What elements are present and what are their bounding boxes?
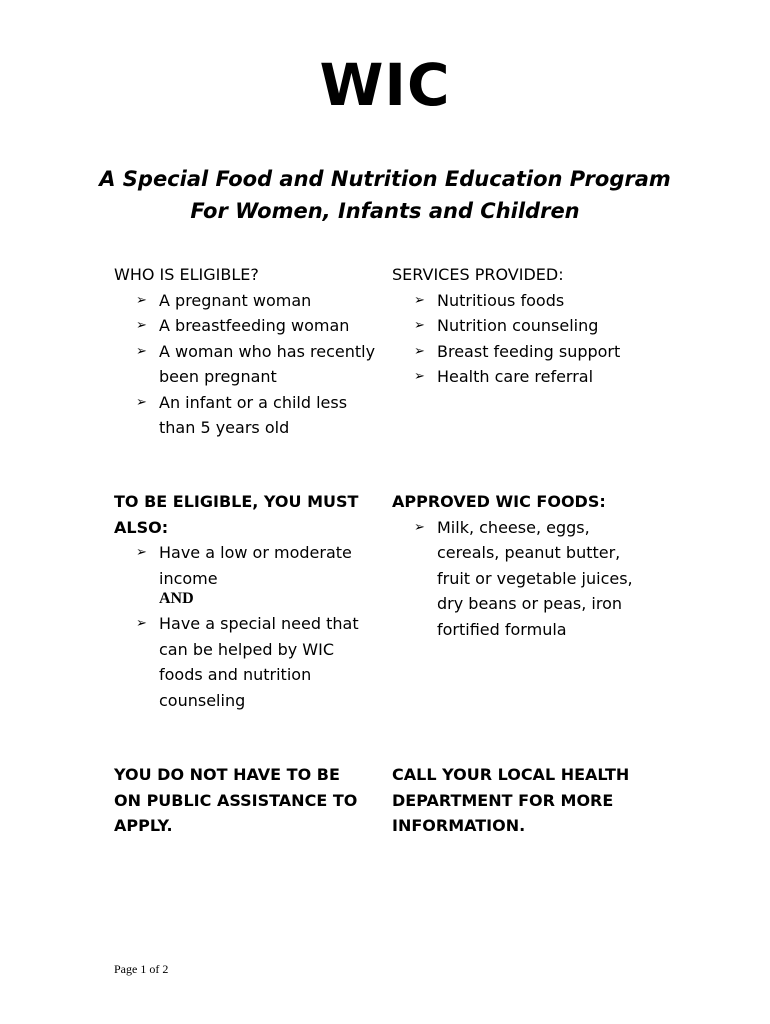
arrow-bullet-icon: ➢ — [414, 519, 425, 535]
foods-heading: APPROVED WIC FOODS: — [392, 492, 606, 511]
eligibility-section — [114, 262, 384, 441]
and-conjunction: AND — [159, 590, 194, 607]
subtitle — [0, 163, 770, 227]
list-item — [392, 339, 662, 365]
arrow-bullet-icon: ➢ — [414, 343, 425, 359]
arrow-bullet-icon: ➢ — [136, 318, 147, 333]
subtitle-line-2: For Women, Infants and Children — [190, 199, 580, 223]
page-number: Page 1 of 2 — [114, 962, 169, 976]
list-item-text: Milk, cheese, eggs, cereals, peanut butter, fruit or vegetable juices, dry beans or peas, iron fortified formula — [437, 517, 633, 639]
list-item-text: Have a special need that can be helped by WIC foods and nutrition counseling — [159, 614, 359, 710]
requirements-section — [114, 489, 376, 713]
foods-section — [392, 489, 654, 642]
list-item-text: A pregnant woman — [159, 290, 312, 310]
services-list — [392, 288, 662, 390]
list-item-text: A woman who has recently been pregnant — [159, 341, 376, 386]
arrow-bullet-icon: ➢ — [414, 292, 425, 308]
arrow-bullet-icon: ➢ — [414, 318, 425, 333]
list-item — [114, 540, 376, 591]
list-item-text: Have a low or moderate income — [159, 543, 352, 588]
list-item — [114, 339, 384, 390]
list-item — [392, 313, 662, 339]
subtitle-line-1: A Special Food and Nutrition Education Program — [99, 167, 671, 191]
list-item — [114, 288, 384, 314]
arrow-bullet-icon: ➢ — [136, 343, 147, 359]
page-title: WIC — [319, 51, 451, 119]
list-item-text: Nutrition counseling — [437, 316, 599, 335]
list-item — [114, 313, 384, 339]
foods-list — [392, 515, 654, 643]
list-item-text: Health care referral — [437, 367, 594, 386]
list-item — [114, 611, 376, 713]
list-item-text: A breastfeeding woman — [159, 316, 350, 335]
arrow-bullet-icon: ➢ — [136, 545, 147, 560]
list-item-text: Nutritious foods — [437, 290, 565, 310]
arrow-bullet-icon: ➢ — [136, 292, 147, 308]
services-heading: SERVICES PROVIDED: — [392, 265, 564, 284]
list-item — [392, 515, 654, 643]
arrow-bullet-icon: ➢ — [136, 394, 147, 410]
arrow-bullet-icon: ➢ — [136, 616, 147, 631]
list-item-text: Breast feeding support — [437, 341, 621, 361]
arrow-bullet-icon: ➢ — [414, 369, 425, 384]
list-item — [392, 288, 662, 314]
requirements-list — [114, 540, 376, 591]
eligibility-heading: WHO IS ELIGIBLE? — [114, 265, 259, 284]
list-item-text: An infant or a child less than 5 years old — [159, 392, 348, 437]
services-section — [392, 262, 662, 390]
assistance-note: YOU DO NOT HAVE TO BE ON PUBLIC ASSISTANCE TO APPLY. — [114, 765, 358, 835]
list-item — [392, 364, 662, 390]
requirements-list-continued — [114, 611, 376, 713]
list-item — [114, 390, 384, 441]
contact-note: CALL YOUR LOCAL HEALTH DEPARTMENT FOR MORE INFORMATION. — [392, 765, 630, 835]
requirements-heading: TO BE ELIGIBLE, YOU MUST ALSO: — [114, 492, 359, 537]
eligibility-list — [114, 288, 384, 441]
